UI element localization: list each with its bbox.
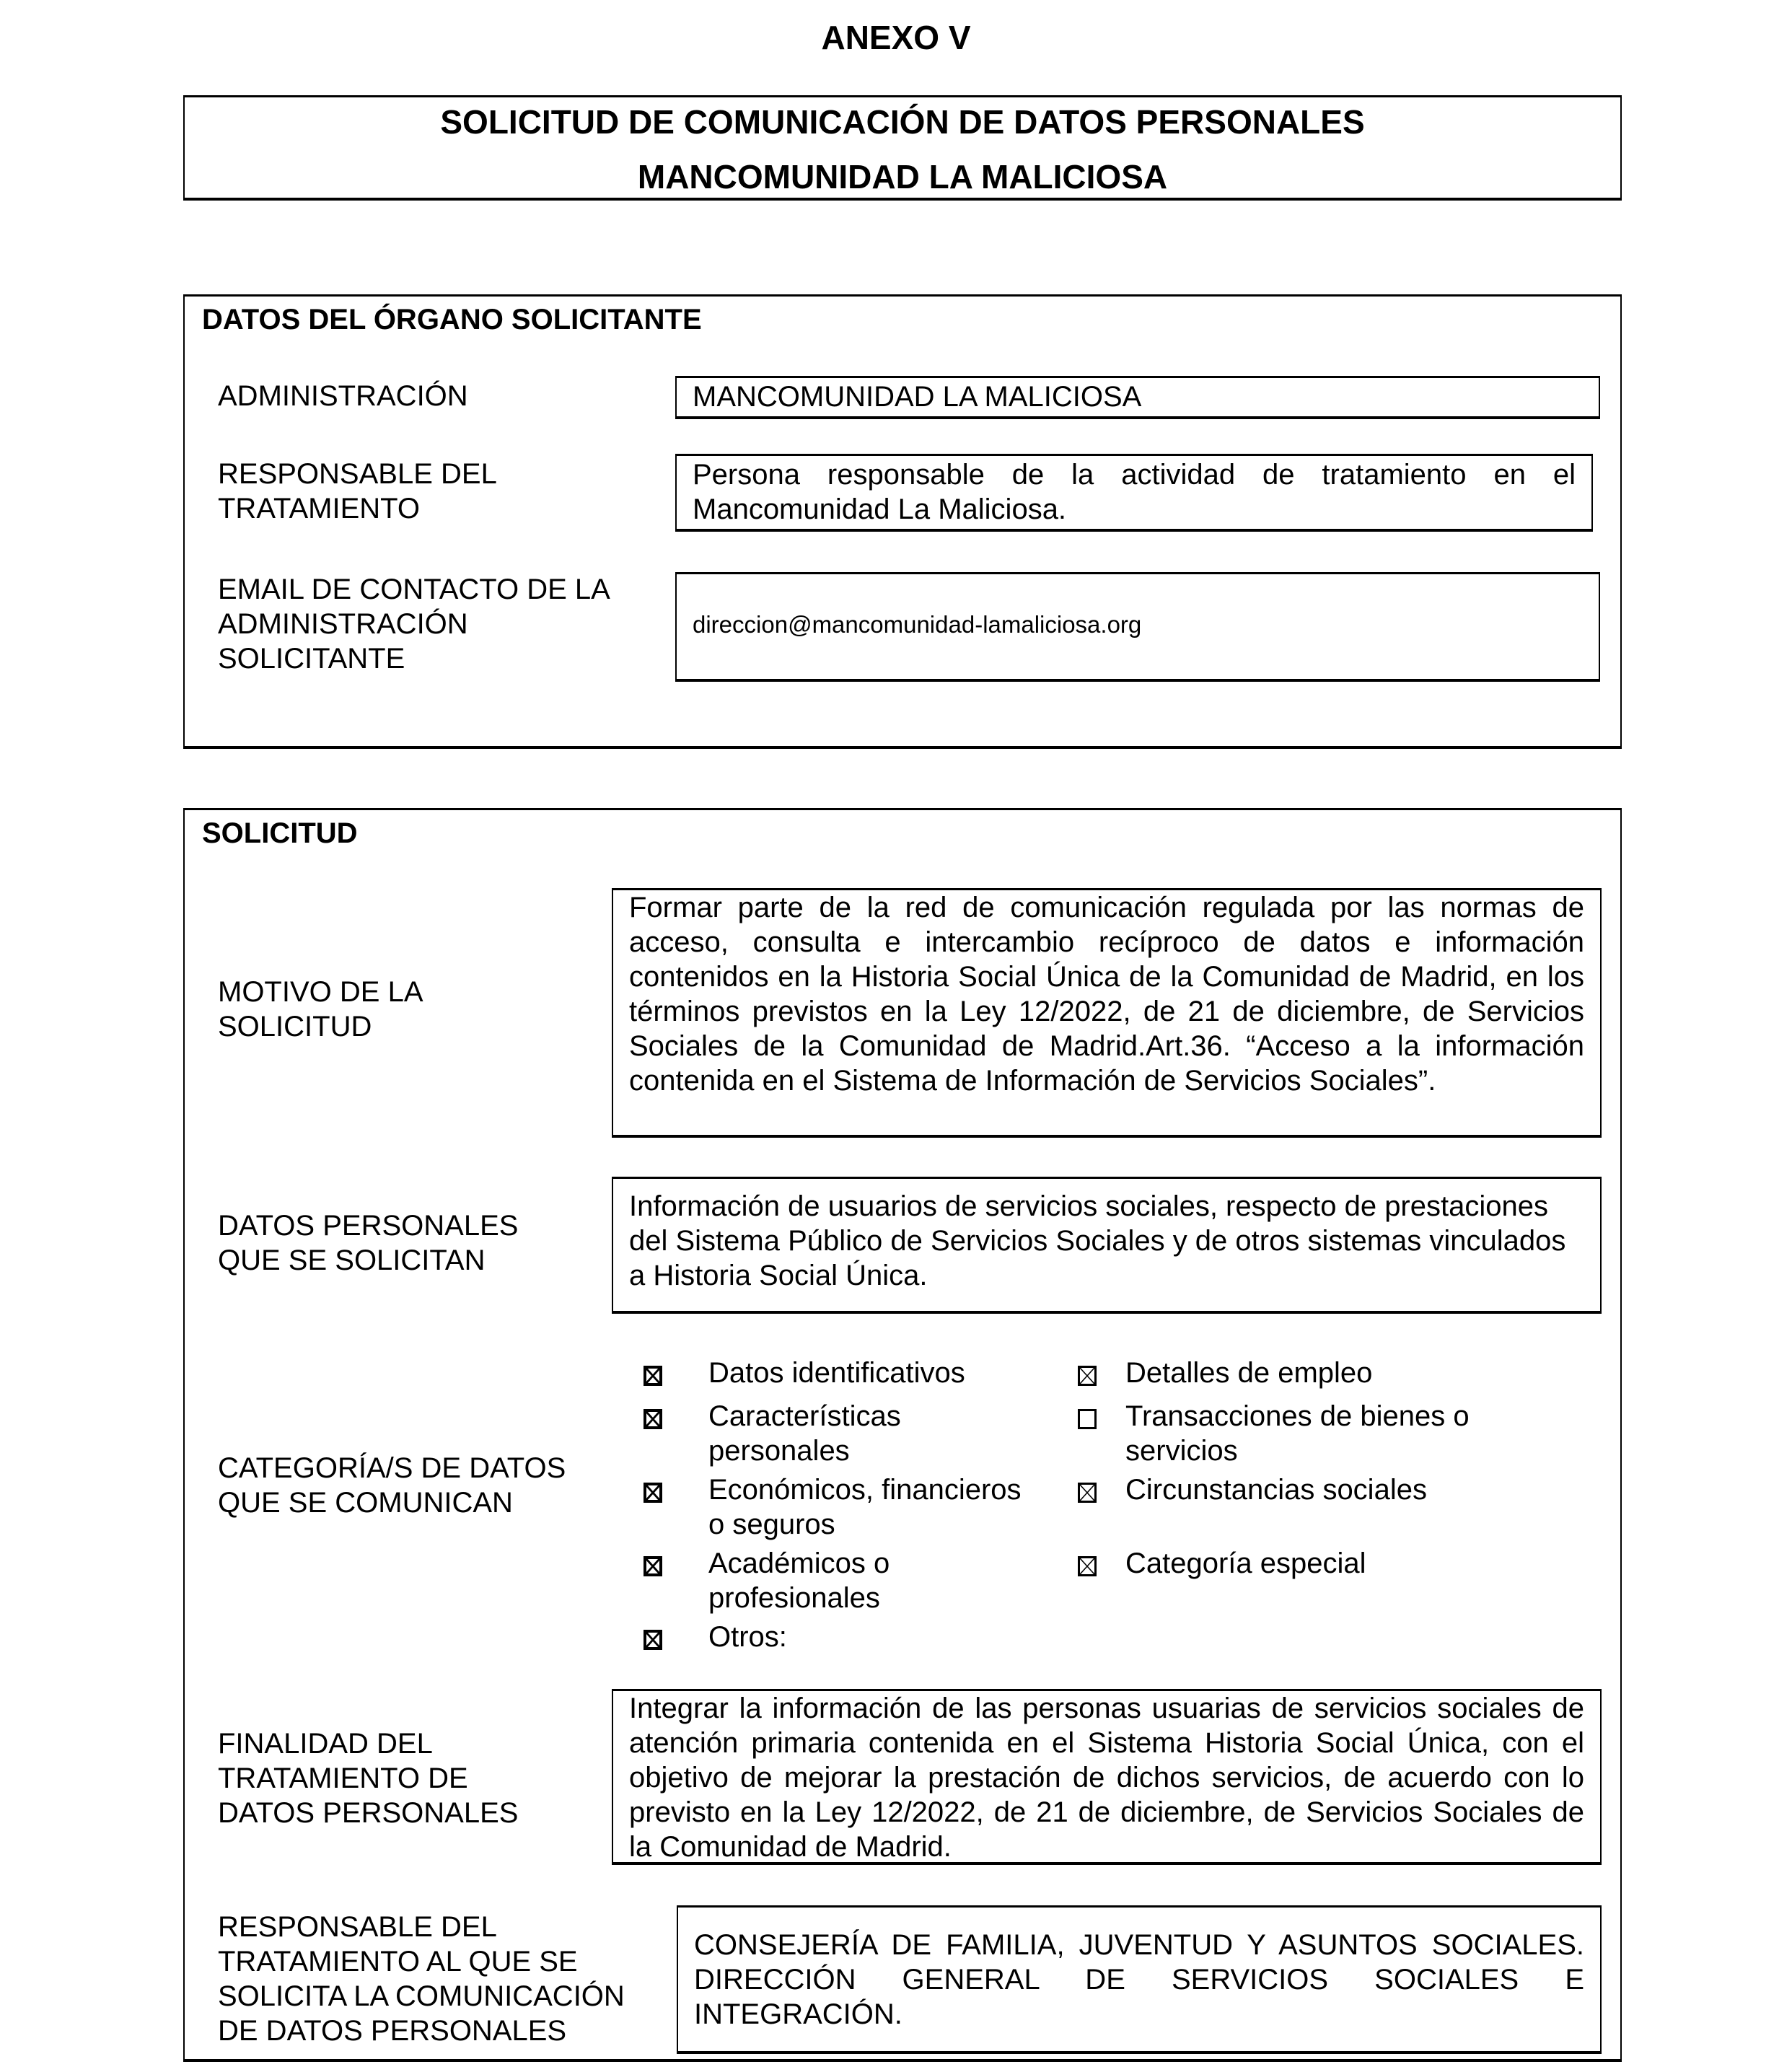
motivo-label-line: SOLICITUD	[218, 1011, 372, 1042]
categorias-label	[218, 1451, 566, 1520]
finalidad-label-line: FINALIDAD DEL	[218, 1728, 433, 1760]
datos-solicitados-value: Información de usuarios de servicios sociales, respecto de prestaciones del Sistema Público de Servicios Sociales y de otros sistemas vinculados a Historia Social Única.	[629, 1190, 1566, 1291]
category-label: Circunstancias sociales	[1125, 1474, 1427, 1506]
responsable-destino-label-line: DE DATOS PERSONALES	[218, 2015, 567, 2047]
motivo-value: Formar parte de la red de comunicación regulada por las normas de acceso, consulta e intercambio recíproco de datos e información contenidos en la Historia Social Única de la Comunidad de Madrid, en los términos previstos en la Ley 12/2022, de 21 de diciembre, de Servicios Sociales de la Comunidad de Madrid.Art.36. “Acceso a la información contenida en el Sistema de Información de Servicios Sociales”.	[629, 892, 1584, 1097]
categorias-label-line: QUE SE COMUNICAN	[218, 1487, 513, 1519]
unchecked-box-icon[interactable]	[1078, 1409, 1097, 1429]
section-title: SOLICITUD	[202, 817, 358, 849]
checked-box-icon[interactable]	[1078, 1483, 1097, 1503]
checked-box-icon[interactable]	[644, 1630, 662, 1650]
checked-box-icon[interactable]	[644, 1483, 662, 1503]
email-label-line: SOLICITANTE	[218, 643, 405, 675]
section-title: DATOS DEL ÓRGANO SOLICITANTE	[202, 304, 702, 335]
responsable-label-line: RESPONSABLE DEL	[218, 458, 497, 490]
category-label: Económicos, financieros	[708, 1474, 1022, 1506]
responsable-destino-label-line: SOLICITA LA COMUNICACIÓN	[218, 1980, 625, 2012]
form-subtitle: MANCOMUNIDAD LA MALICIOSA	[637, 158, 1168, 196]
annex-title: ANEXO V	[821, 19, 971, 56]
administracion-value: MANCOMUNIDAD LA MALICIOSA	[693, 381, 1142, 413]
email-value: direccion@mancomunidad-lamaliciosa.org	[693, 611, 1142, 638]
checked-box-icon[interactable]	[1078, 1556, 1097, 1576]
section-solicitud	[183, 808, 1622, 2062]
responsable-destino-field[interactable]	[677, 1905, 1602, 2054]
responsable-value: Persona responsable de la actividad de tratamiento en el Mancomunidad La Maliciosa.	[693, 459, 1576, 525]
email-label-line: EMAIL DE CONTACTO DE LA	[218, 574, 610, 605]
administracion-label: ADMINISTRACIÓN	[218, 380, 468, 412]
category-label: Datos identificativos	[708, 1357, 965, 1389]
email-field[interactable]	[675, 572, 1600, 682]
finalidad-label-line: TRATAMIENTO DE	[218, 1762, 468, 1794]
category-label: Transacciones de bienes o	[1125, 1400, 1470, 1432]
administracion-field[interactable]	[675, 376, 1600, 419]
checked-box-icon[interactable]	[644, 1556, 662, 1576]
motivo-label	[218, 975, 423, 1044]
responsable-destino-value: CONSEJERÍA DE FAMILIA, JUVENTUD Y ASUNTOS SOCIALES. DIRECCIÓN GENERAL DE SERVICIOS SOCIALES E INTEGRACIÓN.	[694, 1929, 1584, 2030]
checked-box-icon[interactable]	[644, 1409, 662, 1429]
category-label: servicios	[1125, 1435, 1238, 1467]
email-label	[218, 572, 610, 676]
responsable-destino-label	[218, 1910, 625, 2048]
checked-box-icon[interactable]	[644, 1366, 662, 1386]
category-label: Académicos o	[708, 1548, 890, 1579]
responsable-destino-label-line: RESPONSABLE DEL	[218, 1911, 497, 1943]
responsable-destino-label-line: TRATAMIENTO AL QUE SE	[218, 1946, 578, 1977]
section-organo-solicitante	[183, 294, 1622, 749]
checked-box-icon[interactable]	[1078, 1366, 1097, 1386]
form-header-box	[183, 95, 1622, 201]
category-label: o seguros	[708, 1509, 835, 1540]
form-title: SOLICITUD DE COMUNICACIÓN DE DATOS PERSONALES	[440, 103, 1365, 141]
datos-solicitados-field[interactable]	[612, 1177, 1602, 1314]
category-label: Otros:	[708, 1621, 787, 1653]
responsable-label-line: TRATAMIENTO	[218, 493, 420, 524]
category-label: personales	[708, 1435, 850, 1467]
finalidad-label	[218, 1726, 518, 1830]
categorias-label-line: CATEGORÍA/S DE DATOS	[218, 1452, 566, 1484]
datos-solicitados-label	[218, 1208, 518, 1278]
datos-label-line: DATOS PERSONALES	[218, 1210, 519, 1242]
category-label: Características	[708, 1400, 901, 1432]
finalidad-value: Integrar la información de las personas usuarias de servicios sociales de atención primaria contenida en el Sistema Historia Social Única, con el objetivo de mejorar la prestación de dichos servicios, de acuerdo con lo previsto en la Ley 12/2022, de 21 de diciembre, de Servicios Sociales de la Comunidad de Madrid.	[629, 1693, 1584, 1863]
category-label: profesionales	[708, 1582, 880, 1614]
finalidad-label-line: DATOS PERSONALES	[218, 1797, 519, 1829]
category-label: Categoría especial	[1125, 1548, 1366, 1579]
email-label-line: ADMINISTRACIÓN	[218, 608, 468, 640]
responsable-label	[218, 457, 497, 526]
responsable-field[interactable]	[675, 454, 1593, 532]
category-label: Detalles de empleo	[1125, 1357, 1373, 1389]
datos-label-line: QUE SE SOLICITAN	[218, 1244, 486, 1276]
finalidad-field[interactable]	[612, 1689, 1602, 1865]
motivo-field[interactable]	[612, 888, 1602, 1138]
motivo-label-line: MOTIVO DE LA	[218, 976, 423, 1008]
